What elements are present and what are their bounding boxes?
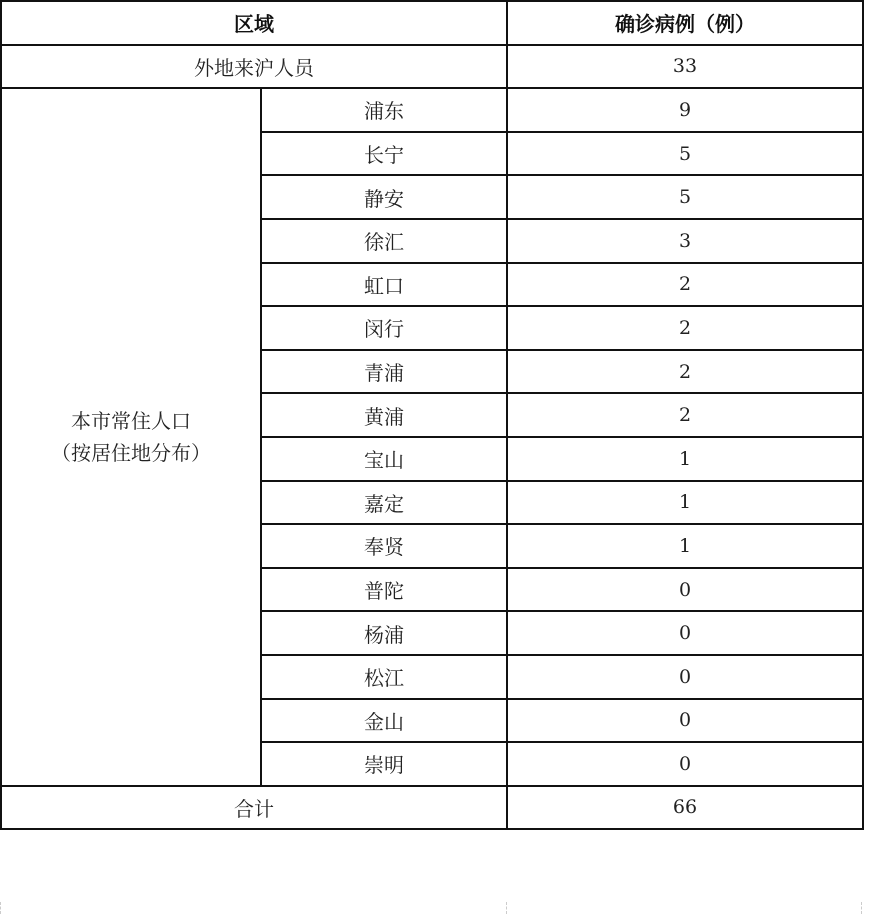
table-continuation-line [506, 902, 507, 914]
district-name: 松江 [261, 655, 507, 699]
total-label: 合计 [1, 786, 507, 830]
district-value: 1 [507, 437, 863, 481]
district-value: 5 [507, 175, 863, 219]
district-value: 0 [507, 742, 863, 786]
region-header: 区域 [1, 1, 507, 45]
district-name: 徐汇 [261, 219, 507, 263]
district-value: 2 [507, 263, 863, 307]
residents-label-line2: （按居住地分布） [51, 440, 211, 465]
district-name: 嘉定 [261, 481, 507, 525]
district-name: 闵行 [261, 306, 507, 350]
district-name: 金山 [261, 699, 507, 743]
district-name: 奉贤 [261, 524, 507, 568]
district-name: 崇明 [261, 742, 507, 786]
total-value: 66 [507, 786, 863, 830]
residents-group-cell [1, 88, 261, 786]
district-value: 1 [507, 481, 863, 525]
district-row [1, 88, 863, 132]
district-value: 5 [507, 132, 863, 176]
district-value: 2 [507, 393, 863, 437]
non-local-label: 外地来沪人员 [1, 45, 507, 89]
district-name: 浦东 [261, 88, 507, 132]
district-value: 3 [507, 219, 863, 263]
district-value: 0 [507, 611, 863, 655]
district-value: 2 [507, 350, 863, 394]
district-value: 0 [507, 699, 863, 743]
residents-group-label [51, 405, 211, 469]
district-name: 虹口 [261, 263, 507, 307]
table-continuation-line [0, 902, 1, 914]
residents-label-line1: 本市常住人口 [71, 408, 191, 433]
header-row [1, 1, 863, 45]
district-name: 静安 [261, 175, 507, 219]
district-name: 长宁 [261, 132, 507, 176]
district-value: 2 [507, 306, 863, 350]
district-name: 黄浦 [261, 393, 507, 437]
district-value: 1 [507, 524, 863, 568]
district-name: 普陀 [261, 568, 507, 612]
case-table-body [1, 1, 863, 829]
district-value: 0 [507, 568, 863, 612]
table-continuation-line [861, 902, 862, 914]
district-name: 宝山 [261, 437, 507, 481]
non-local-row [1, 45, 863, 89]
district-name: 杨浦 [261, 611, 507, 655]
district-value: 9 [507, 88, 863, 132]
cases-header: 确诊病例（例） [507, 1, 863, 45]
total-row [1, 786, 863, 830]
non-local-value: 33 [507, 45, 863, 89]
district-value: 0 [507, 655, 863, 699]
district-name: 青浦 [261, 350, 507, 394]
